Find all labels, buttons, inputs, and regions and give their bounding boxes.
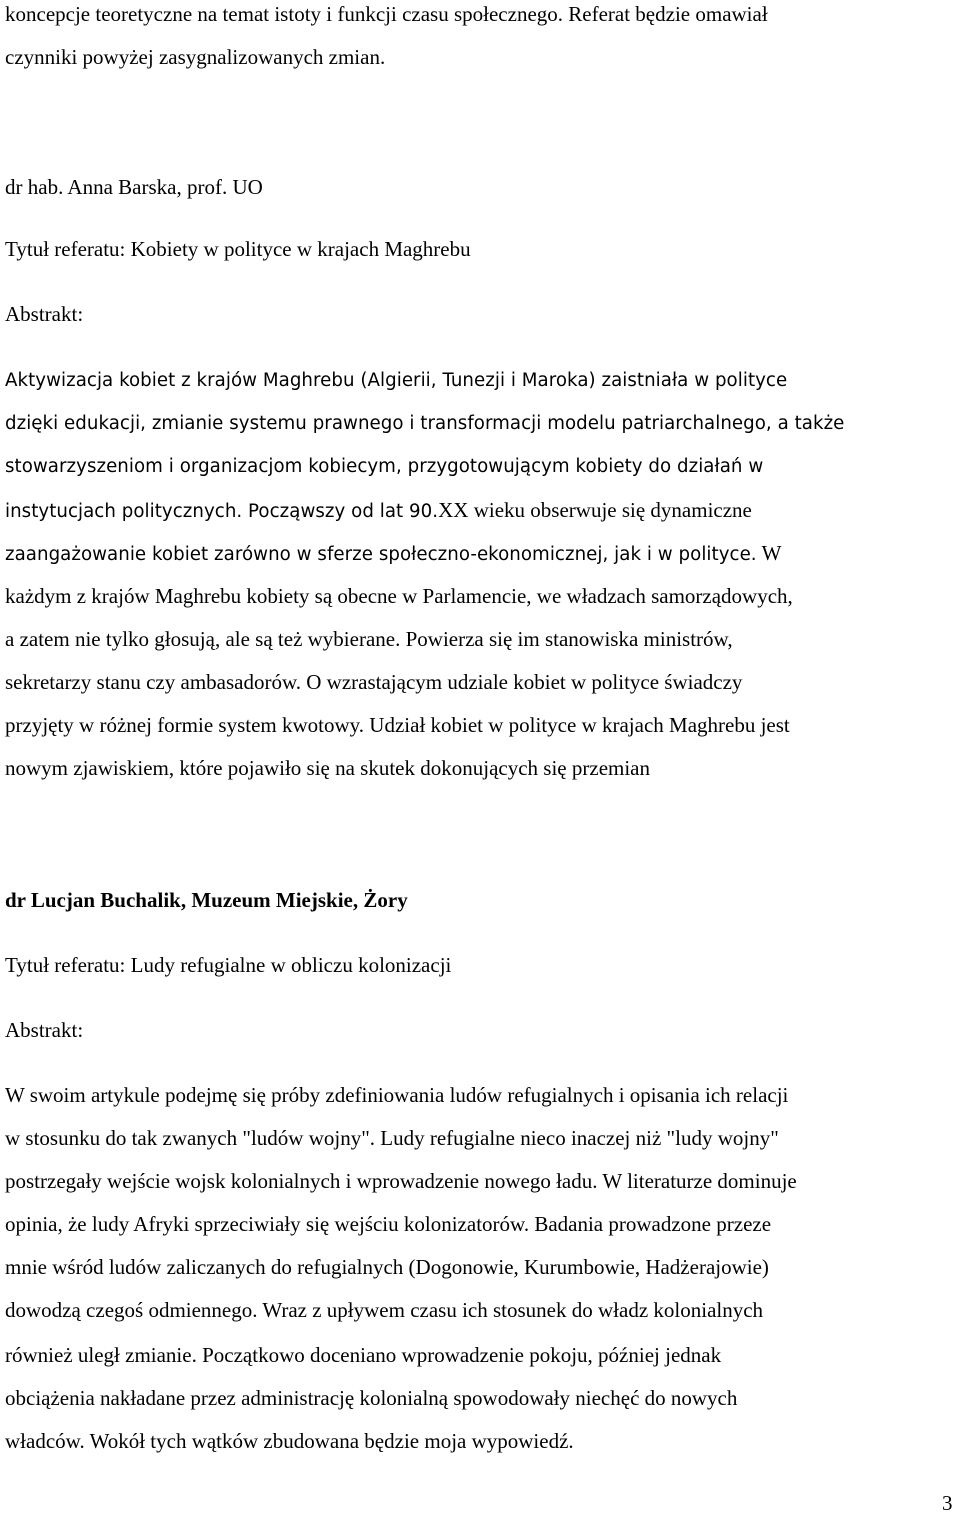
section2-abstract-line-1: W swoim artykule podejmę się próby zdefiniowania ludów refugialnych i opisania ich relacji [5, 1083, 789, 1107]
section1-abstract-line-4-part-1: instytucjach politycznych. Począwszy od lat 90. [5, 501, 439, 522]
section1-abstract-label: Abstrakt: [5, 302, 84, 326]
section1-abstract-line-6: każdym z krajów Maghrebu kobiety są obecne w Parlamencie, we władzach samorządowych, [5, 584, 793, 608]
section1-abstract-line-4-part-2: XX wieku obserwuje się dynamiczne [438, 498, 752, 522]
section2-abstract-line-8: obciążenia nakładane przez administrację kolonialną spowodowały niechęć do nowych [5, 1386, 738, 1410]
section1-abstract-line-9: przyjęty w różnej formie system kwotowy. Udział kobiet w polityce w krajach Maghrebu jest [5, 713, 790, 737]
section1-abstract-line-7-part-2: Powierza się im stanowiska ministrów, [400, 627, 733, 651]
section1-abstract-line-1: Aktywizacja kobiet z krajów Maghrebu (Algierii, Tunezji i Maroka) zaistniała w polityce [5, 370, 788, 391]
page-number: 3 [942, 1491, 953, 1515]
section2-abstract-line-6: dowodzą czegoś odmiennego. Wraz z upływem czasu ich stosunek do władz kolonialnych [5, 1298, 764, 1322]
section1-abstract-line-4 [5, 498, 752, 524]
section1-abstract-line-8: sekretarzy stanu czy ambasadorów. O wzrastającym udziale kobiet w polityce świadczy [5, 670, 743, 694]
section2-abstract-line-4: opinia, że ludy Afryki sprzeciwiały się wejściu kolonizatorów. Badania prowadzone przeze [5, 1212, 772, 1236]
section2-abstract-line-2: w stosunku do tak zwanych "ludów wojny". Ludy refugialne nieco inaczej niż "ludy wojny" [5, 1126, 779, 1150]
section1-title: Tytuł referatu: Kobiety w polityce w krajach Maghrebu [5, 237, 471, 261]
section1-abstract-line-7 [5, 627, 733, 651]
section2-author: dr Lucjan Buchalik, Muzeum Miejskie, Żory [5, 888, 408, 912]
section2-abstract-line-3: postrzegały wejście wojsk kolonialnych i wprowadzenie nowego ładu. W literaturze dominuje [5, 1169, 797, 1193]
section1-abstract-line-5-part-1: zaangażowanie kobiet zarówno w sferze społeczno-ekonomicznej, jak i w polityce. [5, 544, 757, 565]
section1-abstract-line-2: dzięki edukacji, zmianie systemu prawnego i transformacji modelu patriarchalnego, a także [5, 413, 845, 434]
intro-line-1: koncepcje teoretyczne na temat istoty i funkcji czasu społecznego. Referat będzie omawiał [5, 2, 768, 26]
section1-abstract-line-10: nowym zjawiskiem, które pojawiło się na skutek dokonujących się przemian [5, 756, 651, 780]
section1-abstract-line-5 [5, 541, 781, 567]
section2-abstract-line-9: władców. Wokół tych wątków zbudowana będzie moja wypowiedź. [5, 1429, 574, 1453]
section2-title: Tytuł referatu: Ludy refugialne w obliczu kolonizacji [5, 953, 452, 977]
section2-abstract-line-7: również uległ zmianie. Początkowo doceniano wprowadzenie pokoju, później jednak [5, 1343, 722, 1367]
section1-abstract-line-5-part-2: W [756, 541, 782, 565]
section2-abstract-label: Abstrakt: [5, 1018, 84, 1042]
section2-abstract-line-5: mnie wśród ludów zaliczanych do refugialnych (Dogonowie, Kurumbowie, Hadżerajowie) [5, 1255, 769, 1279]
section1-author: dr hab. Anna Barska, prof. UO [5, 175, 263, 199]
section1-abstract-line-3: stowarzyszeniom i organizacjom kobiecym, przygotowującym kobiety do działań w [5, 456, 764, 477]
intro-line-2: czynniki powyżej zasygnalizowanych zmian. [5, 45, 386, 69]
section1-abstract-line-7-part-1: a zatem nie tylko głosują, ale są też wybierane. [5, 627, 401, 651]
